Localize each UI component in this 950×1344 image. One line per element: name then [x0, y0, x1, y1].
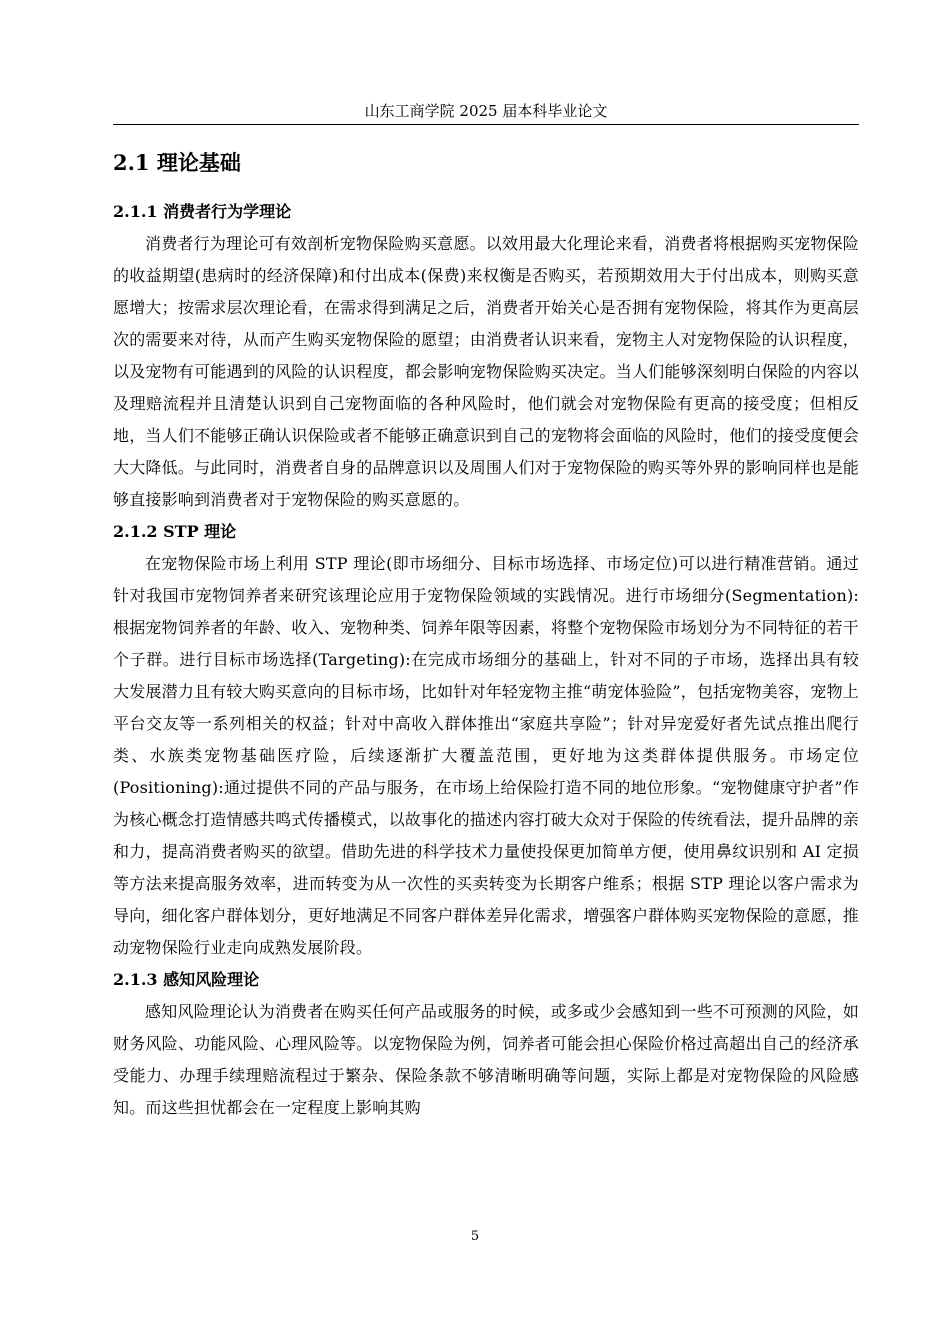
- subsection-heading-perceived-risk: 2.1.3 感知风险理论: [113, 970, 260, 989]
- subsection-heading-stp: 2.1.2 STP 理论: [113, 522, 237, 541]
- paragraph-perceived-risk: 感知风险理论认为消费者在购买任何产品或服务的时候，或多或少会感知到一些不可预测的风险，如财务风险、功能风险、心理风险等。以宠物保险为例，饲养者可能会担心保险价格过高超出自己的经济承受能力、办理手续理赔流程过于繁杂、保险条款不够清晰明确等问题，实际上都是对宠物保险的风险感知。而这些担忧都会在一定程度上影响其购: [113, 1002, 859, 1117]
- subsection-heading-consumer-behavior: 2.1.1 消费者行为学理论: [113, 202, 292, 221]
- page-body: [113, 146, 859, 1124]
- header-rule: [113, 124, 859, 125]
- page-number: 5: [470, 1229, 480, 1244]
- section-heading: 2.1 理论基础: [113, 150, 241, 175]
- running-header: 山东工商学院 2025 届本科毕业论文: [364, 102, 608, 120]
- paragraph-stp: 在宠物保险市场上利用 STP 理论(即市场细分、目标市场选择、市场定位)可以进行精准营销。通过针对我国市宠物饲养者来研究该理论应用于宠物保险领域的实践情况。进行市场细分(Segmentation):根据宠物饲养者的年龄、收入、宠物种类、饲养年限等因素，将整个宠物保险市场划分为不同特征的若干个子群。进行目标市场选择(Targeting):在完成市场细分的基础上，针对不同的子市场，选择出具有较大发展潜力且有较大购买意向的目标市场，比如针对年轻宠物主推“萌宠体验险”，包括宠物美容，宠物上平台交友等一系列相关的权益；针对中高收入群体推出“家庭共享险”；针对异宠爱好者先试点推出爬行类、水族类宠物基础医疗险，后续逐渐扩大覆盖范围，更好地为这类群体提供服务。市场定位(Positioning):通过提供不同的产品与服务，在市场上给保险打造不同的地位形象。“宠物健康守护者”作为核心概念打造情感共鸣式传播模式，以故事化的描述内容打破大众对于保险的传统看法，提升品牌的亲和力，提高消费者购买的欲望。借助先进的科学技术力量使投保更加简单方便，使用鼻纹识别和 AI 定损等方法来提高服务效率，进而转变为从一次性的买卖转变为长期客户维系；根据 STP 理论以客户需求为导向，细化客户群体划分，更好地满足不同客户群体差异化需求，增强客户群体购买宠物保险的意愿，推动宠物保险行业走向成熟发展阶段。: [113, 554, 859, 957]
- paragraph-consumer-behavior: 消费者行为理论可有效剖析宠物保险购买意愿。以效用最大化理论来看，消费者将根据购买宠物保险的收益期望(患病时的经济保障)和付出成本(保费)来权衡是否购买，若预期效用大于付出成本，则购买意愿增大；按需求层次理论看，在需求得到满足之后，消费者开始关心是否拥有宠物保险，将其作为更高层次的需要来对待，从而产生购买宠物保险的愿望；由消费者认识来看，宠物主人对宠物保险的认识程度，以及宠物有可能遇到的风险的认识程度，都会影响宠物保险购买决定。当人们能够深刻明白保险的内容以及理赔流程并且清楚认识到自己宠物面临的各种风险时，他们就会对宠物保险有更高的接受度；但相反地，当人们不能够正确认识保险或者不能够正确意识到自己的宠物将会面临的风险时，他们的接受度便会大大降低。与此同时，消费者自身的品牌意识以及周围人们对于宠物保险的购买等外界的影响同样也是能够直接影响到消费者对于宠物保险的购买意愿的。: [113, 234, 859, 509]
